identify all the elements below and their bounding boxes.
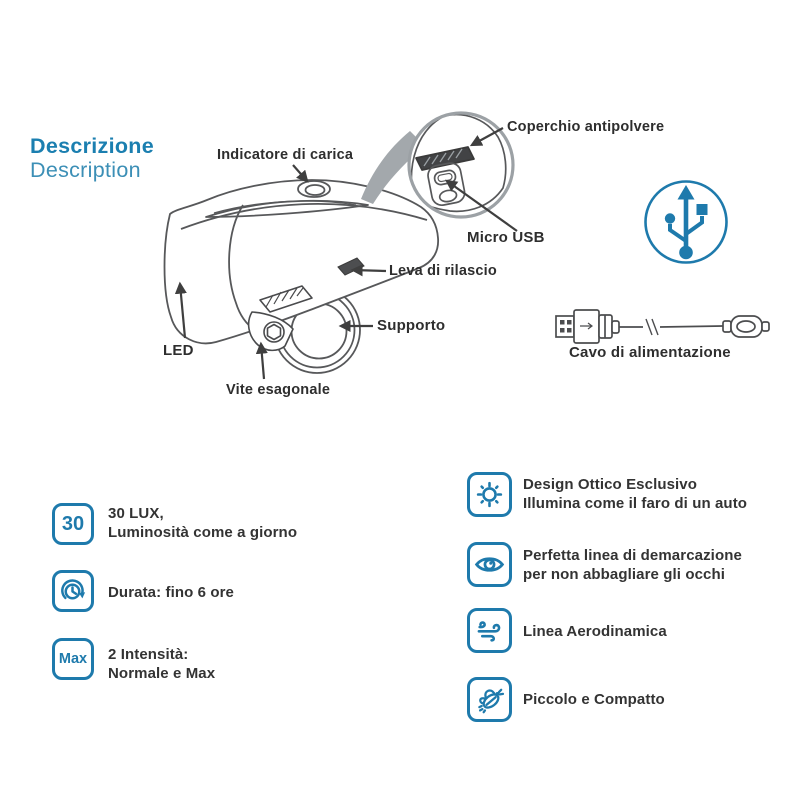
feature-lux bbox=[108, 504, 297, 542]
arrow-release-lever bbox=[353, 270, 386, 271]
label-charge-indicator: Indicatore di carica bbox=[217, 147, 354, 163]
feature-optics-line2: Illumina come il faro di un auto bbox=[523, 495, 748, 512]
feature-intensity bbox=[108, 645, 215, 683]
feature-lux-line2: Luminosità come a giorno bbox=[108, 524, 298, 541]
feature-duration bbox=[108, 583, 234, 602]
compact-box bbox=[467, 677, 512, 722]
wind-icon bbox=[474, 615, 505, 646]
feature-compact bbox=[523, 690, 665, 709]
feature-optics bbox=[523, 475, 747, 513]
sun-icon bbox=[474, 479, 505, 510]
title-italian: Descrizione bbox=[30, 134, 154, 158]
firefly-icon bbox=[473, 683, 506, 716]
feature-cutoff-line2: per non abbagliare gli occhi bbox=[523, 566, 726, 583]
label-hex-screw: Vite esagonale bbox=[226, 382, 331, 398]
optics-box bbox=[467, 472, 512, 517]
clock-icon bbox=[58, 576, 88, 606]
lux-badge-value: 30 bbox=[61, 512, 85, 535]
feature-intensity-line2: Normale e Max bbox=[108, 665, 216, 682]
feature-lux-line1: 30 LUX, bbox=[108, 505, 164, 522]
duration-box bbox=[52, 570, 94, 612]
lux-badge-box bbox=[52, 503, 94, 545]
aero-box bbox=[467, 608, 512, 653]
max-badge-box bbox=[52, 638, 94, 680]
feature-cutoff-line1: Perfetta linea di demarcazione bbox=[523, 547, 742, 564]
feature-cutoff bbox=[523, 546, 742, 584]
label-micro-usb: Micro USB bbox=[467, 229, 545, 246]
max-badge-value: Max bbox=[58, 651, 88, 667]
label-led: LED bbox=[163, 342, 194, 359]
feature-optics-line1: Design Ottico Esclusivo bbox=[523, 476, 698, 493]
arrow-charge-indicator bbox=[293, 165, 307, 181]
feature-intensity-line1: 2 Intensità: bbox=[108, 646, 189, 663]
label-mount: Supporto bbox=[377, 317, 446, 334]
feature-aero bbox=[523, 622, 667, 641]
label-dust-cover: Coperchio antipolvere bbox=[507, 119, 665, 135]
power-cable-drawing bbox=[556, 310, 769, 343]
feature-duration-line1: Durata: fino 6 ore bbox=[108, 584, 234, 601]
cutoff-box bbox=[467, 542, 512, 587]
label-power-cable: Cavo di alimentazione bbox=[569, 344, 731, 361]
eye-icon bbox=[473, 548, 506, 581]
label-release-lever: Leva di rilascio bbox=[389, 263, 497, 279]
feature-compact-line1: Piccolo e Compatto bbox=[523, 691, 665, 708]
feature-aero-line1: Linea Aerodinamica bbox=[523, 623, 667, 640]
usb-symbol-icon bbox=[646, 182, 727, 263]
title-english: Description bbox=[30, 158, 141, 182]
